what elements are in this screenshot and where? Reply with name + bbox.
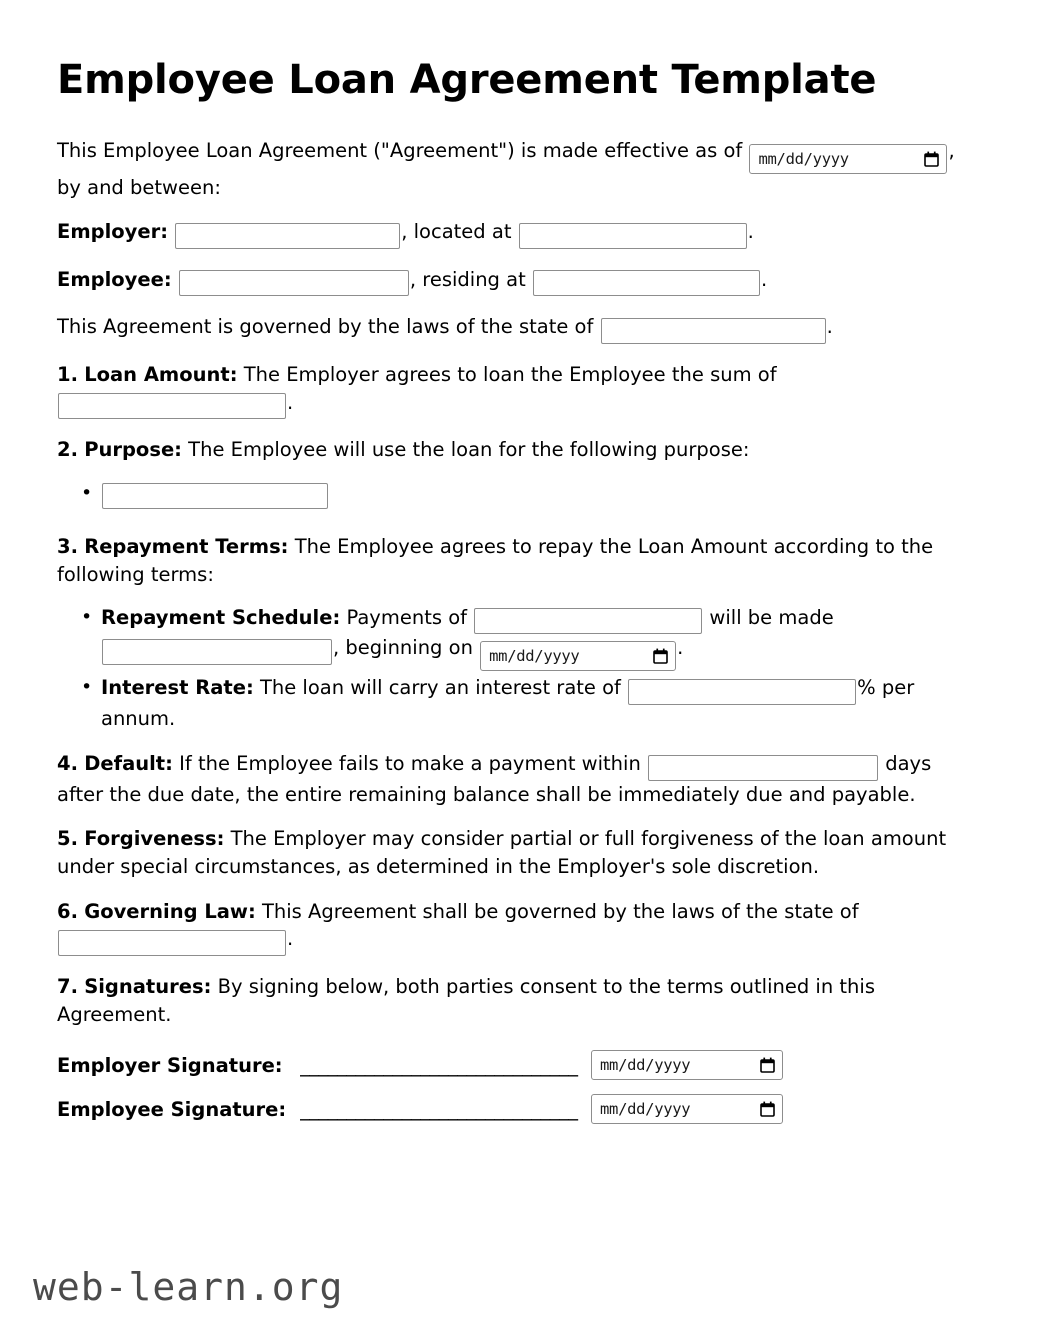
section-6-body: This Agreement shall be governed by the laws of the state of (261, 899, 859, 923)
payment-amount-input[interactable] (474, 608, 702, 634)
section-6-heading: Governing Law: (84, 899, 256, 923)
employee-signature-line[interactable]: ______________________________ (300, 1097, 578, 1121)
employer-label: Employer: (57, 220, 169, 244)
employee-line-period: . (760, 267, 768, 291)
repayment-schedule-text-2: will be made (709, 605, 834, 629)
repayment-terms-list (57, 604, 979, 734)
section-2-body: The Employee will use the loan for the following purpose: (188, 438, 750, 462)
employer-signature-line[interactable]: ______________________________ (300, 1053, 578, 1077)
section-5-forgiveness (57, 825, 979, 880)
signature-block (57, 1050, 979, 1124)
section-3-repayment-terms (57, 533, 979, 588)
section-1-loan-amount (57, 361, 979, 419)
section-4-body-1: If the Employee fails to make a payment within (179, 752, 641, 776)
section-7-signatures (57, 973, 979, 1028)
section-7-number: 7. (57, 974, 78, 998)
employee-label: Employee: (57, 267, 172, 291)
effective-date-placeholder: mm/dd/yyyy (758, 149, 849, 168)
list-item (101, 604, 979, 672)
section-4-number: 4. (57, 752, 78, 776)
list-item (101, 674, 979, 733)
employer-line (57, 218, 979, 249)
employee-signature-label: Employee Signature: (57, 1097, 287, 1121)
repayment-schedule-text-3: , beginning on (333, 636, 473, 660)
repayment-schedule-period: . (677, 636, 684, 660)
employee-line (57, 266, 979, 297)
intro-comma: , (948, 138, 955, 162)
governing-intro-text: This Agreement is governed by the laws of the state of (57, 315, 594, 339)
section-4-body-2: days after the due date, the entire remaining balance shall be immediately due and payable. (57, 752, 932, 806)
employer-name-input[interactable] (175, 223, 400, 249)
calendar-icon[interactable] (653, 648, 668, 664)
interest-rate-text-1: The loan will carry an interest rate of (259, 676, 621, 700)
interest-rate-label: Interest Rate: (101, 676, 254, 700)
page-title: Employee Loan Agreement Template (57, 57, 877, 103)
employee-name-input[interactable] (179, 270, 409, 296)
purpose-input[interactable] (102, 483, 328, 509)
purpose-list (57, 479, 979, 510)
section-3-body: The Employee agrees to repay the Loan Amount according to the following terms: (57, 535, 934, 587)
section-5-body: The Employer may consider partial or full forgiveness of the loan amount under special circumstances, as determined in the Employer's sole discretion. (57, 827, 947, 879)
employer-signature-date-input[interactable] (591, 1050, 783, 1080)
employer-located-at-text: , located at (401, 220, 512, 244)
section-7-body: By signing below, both parties consent to the terms outlined in this Agreement. (57, 974, 875, 1026)
section-2-heading: Purpose: (84, 438, 182, 462)
section-6-governing-law (57, 898, 979, 956)
section-1-period: . (287, 390, 294, 414)
employer-signature-label: Employer Signature: (57, 1053, 283, 1077)
default-days-input[interactable] (648, 755, 878, 781)
employee-signature-date-placeholder: mm/dd/yyyy (600, 1100, 691, 1119)
calendar-icon[interactable] (760, 1057, 775, 1073)
interest-rate-text-2: % per annum. (101, 676, 915, 730)
section-3-heading: Repayment Terms: (84, 535, 289, 559)
employer-line-period: . (747, 220, 754, 244)
repayment-schedule-text-1: Payments of (346, 605, 467, 629)
employee-signature-date-input[interactable] (591, 1094, 783, 1124)
governing-intro-line (57, 313, 979, 344)
section-1-body: The Employer agrees to loan the Employee the sum of (243, 362, 777, 386)
section-4-default (57, 750, 979, 808)
section-3-number: 3. (57, 535, 78, 559)
governing-intro-period: . (826, 315, 833, 339)
repayment-start-date-placeholder: mm/dd/yyyy (489, 647, 580, 666)
watermark: web-learn.org (33, 1265, 344, 1309)
calendar-icon[interactable] (924, 151, 939, 167)
section-5-number: 5. (57, 827, 78, 851)
intro-text-before-date: This Employee Loan Agreement ("Agreement") is made effective as of (57, 138, 743, 162)
employee-address-input[interactable] (533, 270, 760, 296)
repayment-schedule-label: Repayment Schedule: (101, 605, 341, 629)
employer-signature-date-placeholder: mm/dd/yyyy (600, 1056, 691, 1075)
intro-paragraph (57, 137, 979, 202)
employer-signature-row (57, 1050, 979, 1080)
section-7-heading: Signatures: (84, 974, 212, 998)
section-6-period: . (287, 927, 294, 951)
employee-signature-row (57, 1094, 979, 1124)
intro-second-line: by and between: (57, 175, 221, 199)
section-4-heading: Default: (84, 752, 173, 776)
effective-date-input[interactable] (749, 144, 947, 174)
section-2-number: 2. (57, 438, 78, 462)
section-1-heading: Loan Amount: (84, 362, 238, 386)
calendar-icon[interactable] (760, 1101, 775, 1117)
section-1-number: 1. (57, 362, 78, 386)
employee-residing-at-text: , residing at (409, 267, 526, 291)
interest-rate-input[interactable] (628, 679, 856, 705)
governing-state-section6-input[interactable] (58, 930, 286, 956)
payment-frequency-input[interactable] (102, 639, 332, 665)
document-content (57, 58, 979, 1138)
section-2-purpose (57, 436, 979, 464)
section-5-heading: Forgiveness: (84, 827, 225, 851)
section-6-number: 6. (57, 899, 78, 923)
governing-state-top-input[interactable] (601, 318, 826, 344)
loan-amount-input[interactable] (58, 393, 286, 419)
employer-address-input[interactable] (519, 223, 747, 249)
list-item (101, 479, 979, 510)
repayment-start-date-input[interactable] (480, 641, 676, 671)
